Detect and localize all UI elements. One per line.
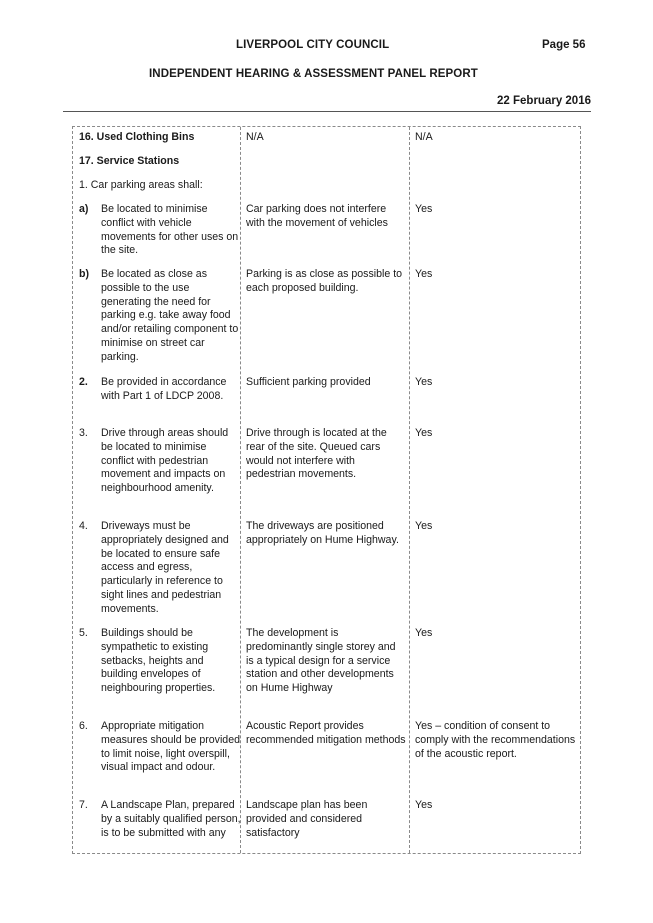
row-control: A Landscape Plan, prepared by a suitably qualified person, is to be submitted with any <box>101 799 241 839</box>
assessment-table <box>72 126 581 854</box>
row-control: Be located as close as possible to the use generating the need for parking e.g. take away food and/or retailing component to minimise on street car parking. <box>101 268 239 363</box>
row-comment: N/A <box>246 131 264 143</box>
header-rule <box>63 111 591 112</box>
row-complies: Yes – condition of consent to comply with the recommendations of the acoustic report. <box>415 720 576 760</box>
row-complies: N/A <box>415 131 433 143</box>
page-number: Page 56 <box>542 39 586 51</box>
row-number: 7. <box>79 799 88 811</box>
row-number: 3. <box>79 427 88 439</box>
header-council: LIVERPOOL CITY COUNCIL <box>236 39 390 51</box>
row-number: 6. <box>79 720 88 732</box>
row-number: a) <box>79 203 89 215</box>
row-complies: Yes <box>415 376 433 388</box>
row-comment: The development is predominantly single storey and is a typical design for a service station and other developments on Hume Highway <box>246 627 396 695</box>
row-comment: Landscape plan has been provided and considered satisfactory <box>246 799 368 839</box>
row-comment: Car parking does not interfere with the movement of vehicles <box>246 203 388 229</box>
row-heading: 16. Used Clothing Bins <box>79 131 195 143</box>
row-complies: Yes <box>415 520 433 532</box>
row-number: 5. <box>79 627 88 639</box>
row-complies: Yes <box>415 627 433 639</box>
row-comment: Parking is as close as possible to each proposed building. <box>246 268 403 294</box>
row-complies: Yes <box>415 799 433 811</box>
row-control: Drive through areas should be located to minimise conflict with pedestrian movement and impacts on neighbourhood amenity. <box>101 427 229 495</box>
row-number: 4. <box>79 520 88 532</box>
row-complies: Yes <box>415 203 433 215</box>
row-number: 2. <box>79 376 88 388</box>
row-control: Driveways must be appropriately designed and be located to ensure safe access and egress, particularly in reference to sight lines and pedestrian movements. <box>101 520 229 615</box>
row-comment: Drive through is located at the rear of the site. Queued cars would not interfere with pedestrian movements. <box>246 427 387 481</box>
row-heading: 17. Service Stations <box>79 155 180 167</box>
row-complies: Yes <box>415 427 433 439</box>
row-control: Be provided in accordance with Part 1 of LDCP 2008. <box>101 376 227 402</box>
row-comment: The driveways are positioned appropriately on Hume Highway. <box>246 520 399 546</box>
row-complies: Yes <box>415 268 433 280</box>
row-control: Appropriate mitigation measures should be provided to limit noise, light overspill, visual impact and odour. <box>101 720 240 774</box>
report-title: INDEPENDENT HEARING & ASSESSMENT PANEL REPORT <box>149 68 478 80</box>
row-control: Be located to minimise conflict with vehicle movements for other uses on the site. <box>101 203 239 257</box>
row-heading: 1. Car parking areas shall: <box>79 179 203 191</box>
column-divider-2 <box>409 127 410 853</box>
report-date: 22 February 2016 <box>497 95 591 107</box>
row-comment: Sufficient parking provided <box>246 376 371 388</box>
row-number: b) <box>79 268 89 280</box>
row-control: Buildings should be sympathetic to existing setbacks, heights and building envelopes of neighbouring properties. <box>101 627 216 695</box>
row-comment: Acoustic Report provides recommended mitigation methods <box>246 720 406 746</box>
